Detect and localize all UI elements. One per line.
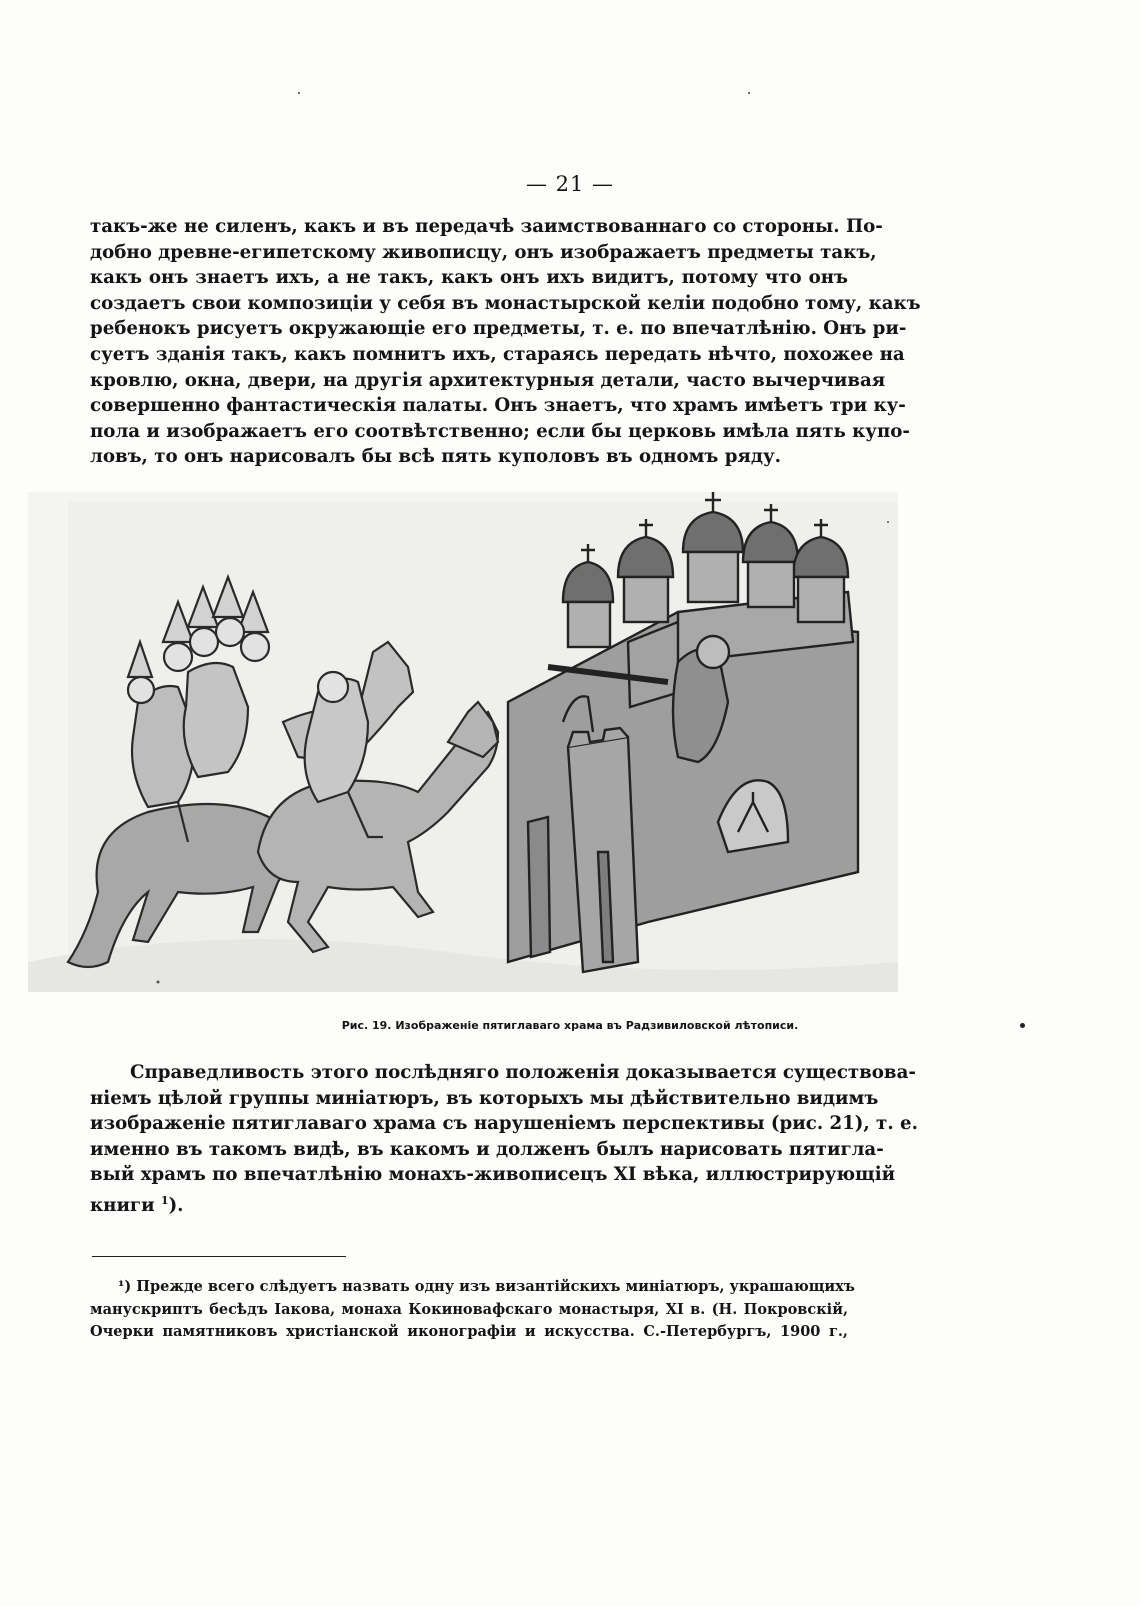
text-line: ребенокъ рисуетъ окружающіе его предметы, т. е. по впечатлѣнію. Онъ ри- — [90, 318, 907, 340]
illustration-svg — [28, 492, 898, 992]
paragraph-1 — [90, 214, 921, 470]
footnote-line: ¹) Прежде всего слѣдуетъ назвать одну изъ византійскихъ миніатюръ, украшающихъ — [118, 1278, 855, 1295]
page-number: — 21 — — [525, 172, 615, 196]
text-line: ніемъ цѣлой группы миніатюръ, въ которыхъ мы дѣйствительно видимъ — [90, 1087, 879, 1109]
text-line: пола и изображаетъ его соотвѣтственно; если бы церковь имѣла пять купо- — [90, 420, 910, 442]
footnote — [90, 1276, 855, 1344]
text-line: совершенно фантастическія палаты. Онъ знаетъ, что храмъ имѣетъ три ку- — [90, 395, 906, 417]
text-line: добно древне-египетскому живописцу, онъ изображаетъ предметы такъ, — [90, 241, 877, 263]
footnote-marker: 1 — [160, 1193, 169, 1207]
paragraph-2 — [90, 1060, 918, 1219]
text-line: какъ онъ знаетъ ихъ, а не такъ, какъ онъ ихъ видитъ, потому что онъ — [90, 267, 848, 289]
text-line: ловъ, то онъ нарисовалъ бы всѣ пять куполовъ въ одномъ ряду. — [90, 446, 781, 468]
text-fragment: ). — [168, 1195, 184, 1217]
miniature-illustration — [28, 492, 898, 992]
text-line-last — [90, 1188, 848, 1219]
margin-dot — [1020, 1023, 1025, 1028]
text-line: суетъ зданія такъ, какъ помнитъ ихъ, стараясь передать нѣчто, похожее на — [90, 343, 905, 365]
text-line: вый храмъ по впечатлѣнію монахъ-живописецъ XI вѣка, иллюстрирующій — [90, 1164, 896, 1186]
footnote-line: Очерки памятниковъ христіанской иконографіи и искусства. С.-Петербургъ, 1900 г., — [90, 1323, 848, 1340]
text-fragment: книги — [90, 1195, 155, 1217]
footnote-line: манускриптъ бесѣдъ Іакова, монаха Кокиновафскаго монастыря, XI в. (Н. Покровскій, — [90, 1300, 848, 1318]
text-line: такъ-же не силенъ, какъ и въ передачѣ заимствованнаго со стороны. По- — [90, 216, 883, 237]
footnote-divider — [92, 1256, 346, 1257]
text-line: кровлю, окна, двери, на другія архитектурныя детали, часто вычерчивая — [90, 369, 886, 391]
text-line: изображеніе пятиглаваго храма съ нарушеніемъ перспективы (рис. 21), т. е. — [90, 1113, 918, 1135]
speck — [298, 92, 300, 94]
text-line: создаетъ свои композиціи у себя въ монастырской келіи подобно тому, какъ — [90, 292, 921, 314]
figure-caption: Рис. 19. Изображеніе пятиглаваго храма въ Радзивиловской лѣтописи. — [341, 1019, 799, 1032]
speck — [748, 92, 750, 94]
text-line: именно въ такомъ видѣ, въ какомъ и долженъ былъ нарисовать пятигла- — [90, 1138, 884, 1160]
text-line: Справедливость этого послѣдняго положенія доказывается существова- — [130, 1062, 916, 1083]
